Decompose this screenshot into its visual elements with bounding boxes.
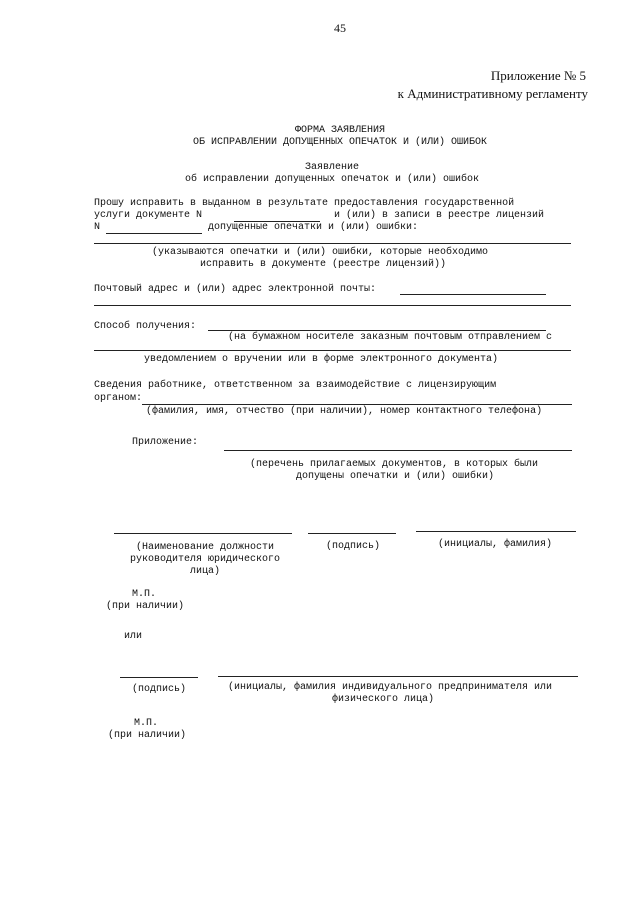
- statement-subtitle: об исправлении допущенных опечаток и (или) ошибок: [184, 174, 480, 185]
- attachment-field[interactable]: [224, 450, 572, 451]
- attachment-hint-line1: (перечень прилагаемых документов, в которых были: [250, 459, 539, 470]
- ip-name-hint-line1: (инициалы, фамилия индивидуального предпринимателя или: [228, 682, 553, 693]
- errors-field[interactable]: [94, 243, 571, 244]
- delivery-field[interactable]: [208, 330, 546, 331]
- signature-field[interactable]: [308, 533, 396, 534]
- name-field[interactable]: [416, 531, 576, 532]
- errors-hint-line2: исправить в документе (реестре лицензий)): [200, 259, 447, 270]
- name-hint: (инициалы, фамилия): [438, 539, 553, 550]
- responsible-line2: органом:: [94, 393, 143, 404]
- signature-hint: (подпись): [326, 541, 381, 552]
- delivery-hint-line1: (на бумажном носителе заказным почтовым отправлением с: [228, 332, 553, 343]
- ip-signature-hint: (подпись): [132, 684, 187, 695]
- address-field-line2[interactable]: [94, 305, 571, 306]
- delivery-hint-line2: уведомлением о вручении или в форме электронного документа): [144, 354, 499, 365]
- annex-title: Приложение № 5: [490, 68, 586, 83]
- address-label: Почтовый адрес и (или) адрес электронной почты:: [94, 284, 377, 295]
- ip-name-hint-line2: физического лица): [332, 694, 435, 705]
- responsible-line1: Сведения работнике, ответственном за взаимодействие с лицензирующим: [94, 380, 497, 391]
- request-line3-n: N: [94, 222, 101, 233]
- seal-label: М.П.: [132, 589, 157, 600]
- request-line2-end: и (или) в записи в реестре лицензий: [334, 210, 545, 221]
- ip-signature-field[interactable]: [120, 677, 198, 678]
- position-field[interactable]: [114, 533, 292, 534]
- annex-subtitle: к Административному регламенту: [397, 86, 588, 101]
- ip-seal-label: М.П.: [134, 718, 159, 729]
- position-hint-line1: (Наименование должности: [135, 542, 275, 553]
- form-title-line1: ФОРМА ЗАЯВЛЕНИЯ: [294, 125, 385, 136]
- responsible-hint: (фамилия, имя, отчество (при наличии), номер контактного телефона): [146, 406, 543, 417]
- ip-name-field[interactable]: [218, 676, 578, 677]
- attachment-hint-line2: допущены опечатки и (или) ошибки): [296, 471, 495, 482]
- form-title-line2: ОБ ИСПРАВЛЕНИИ ДОПУЩЕННЫХ ОПЕЧАТОК И (ИЛИ) ОШИБОК: [192, 137, 488, 148]
- page-number: 45: [334, 21, 346, 35]
- seal-note: (при наличии): [106, 601, 185, 612]
- attachment-label: Приложение:: [132, 437, 199, 448]
- position-hint-line3: лица): [189, 566, 220, 577]
- ip-seal-note: (при наличии): [108, 730, 187, 741]
- position-hint-line2: руководителя юридического: [129, 554, 281, 565]
- request-line2-start: услуги документе N: [94, 210, 203, 221]
- request-line3-end: допущенные опечатки и (или) ошибки:: [208, 222, 419, 233]
- request-line1: Прошу исправить в выданном в результате предоставления государственной: [94, 198, 515, 209]
- delivery-field-line2[interactable]: [94, 350, 571, 351]
- errors-hint-line1: (указываются опечатки и (или) ошибки, которые необходимо: [152, 247, 489, 258]
- or-label: или: [124, 631, 143, 642]
- delivery-label: Способ получения:: [94, 321, 197, 332]
- responsible-field[interactable]: [142, 404, 572, 405]
- license-number-field[interactable]: [106, 233, 202, 234]
- statement-title: Заявление: [304, 162, 359, 173]
- address-field[interactable]: [400, 294, 546, 295]
